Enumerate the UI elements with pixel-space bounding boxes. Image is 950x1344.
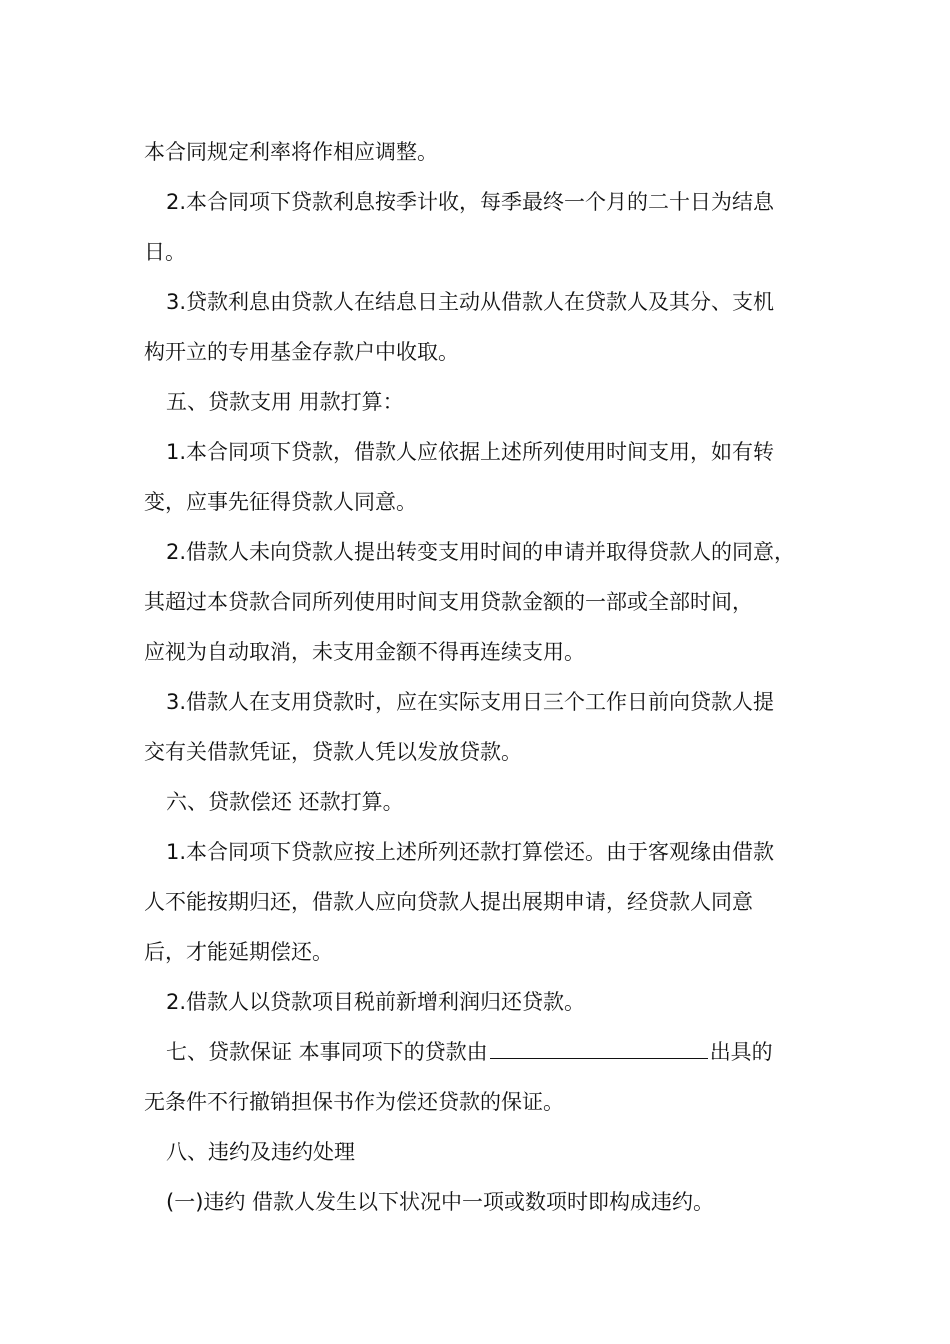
contract-body	[144, 132, 834, 1232]
text-line: 3.借款人在支用贷款时，应在实际支用日三个工作日前向贷款人提	[166, 690, 775, 714]
text-line: 交有关借款凭证，贷款人凭以发放贷款。	[144, 740, 522, 764]
text-line: 应视为自动取消，未支用金额不得再连续支用。	[144, 640, 585, 664]
guarantee-line	[144, 1032, 834, 1082]
text-line: (一)违约 借款人发生以下状况中一项或数项时即构成违约。	[166, 1190, 715, 1214]
text-line: 1.本合同项下贷款，借款人应依据上述所列使用时间支用，如有转	[166, 440, 775, 464]
section-heading: 六、贷款偿还 还款打算。	[166, 790, 404, 814]
text-line: 2.借款人以贷款项目税前新增利润归还贷款。	[166, 990, 586, 1014]
guarantor-blank-field	[490, 1034, 708, 1059]
text-line: 1.本合同项下贷款应按上述所列还款打算偿还。由于客观缘由借款	[166, 840, 775, 864]
guarantee-text-before: 七、贷款保证 本事同项下的贷款由	[166, 1040, 488, 1064]
text-line: 变，应事先征得贷款人同意。	[144, 490, 417, 514]
text-line: 后，才能延期偿还。	[144, 940, 333, 964]
guarantee-text-after: 出具的	[709, 1040, 773, 1064]
section-heading: 八、违约及违约处理	[166, 1140, 355, 1164]
text-line: 本合同规定利率将作相应调整。	[144, 140, 438, 164]
text-line: 其超过本贷款合同所列使用时间支用贷款金额的一部或全部时间，	[144, 590, 753, 614]
text-line: 2.借款人未向贷款人提出转变支用时间的申请并取得贷款人的同意，	[166, 540, 796, 564]
text-line: 3.贷款利息由贷款人在结息日主动从借款人在贷款人及其分、支机	[166, 290, 775, 314]
text-line: 无条件不行撤销担保书作为偿还贷款的保证。	[144, 1090, 564, 1114]
text-line: 日。	[144, 240, 186, 264]
text-line: 2.本合同项下贷款利息按季计收，每季最终一个月的二十日为结息	[166, 190, 775, 214]
text-line: 人不能按期归还，借款人应向贷款人提出展期申请，经贷款人同意	[144, 890, 753, 914]
text-line: 构开立的专用基金存款户中收取。	[144, 340, 459, 364]
section-heading: 五、贷款支用 用款打算：	[166, 390, 404, 414]
